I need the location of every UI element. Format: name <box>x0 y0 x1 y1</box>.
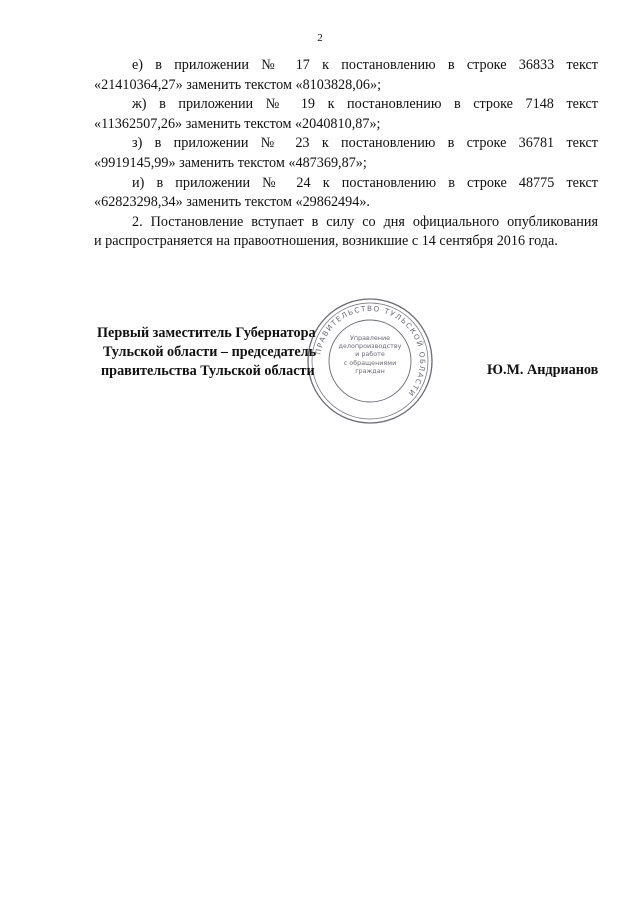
official-stamp <box>305 296 435 426</box>
paragraph-effective-date <box>94 213 598 252</box>
paragraph-line: «9919145,99» заменить текстом «487369,87»; <box>94 154 367 171</box>
signatory-title <box>97 324 316 381</box>
paragraph-line: и распространяется на правоотношения, возникшие с 14 сентября 2016 года. <box>94 233 558 250</box>
paragraph-line: з) в приложении № 23 к постановлению в строке 36781 текст <box>132 135 598 152</box>
stamp-text-line: с обращениями <box>343 358 397 367</box>
paragraph-item-e <box>94 56 598 95</box>
stamp-center-text <box>305 334 435 375</box>
stamp-text-line: граждан <box>355 366 385 375</box>
page-number: 2 <box>317 32 323 44</box>
stamp-text-line: Управление <box>349 334 391 342</box>
paragraph-item-i <box>94 174 598 213</box>
stamp-ring-text: ПРАВИТЕЛЬСТВО ТУЛЬСКОЙ ОБЛАСТИ <box>313 303 428 399</box>
signatory-title-line: правительства Тульской области <box>101 363 315 379</box>
document-body <box>94 56 598 252</box>
signatory-title-line: Тульской области – председатель <box>103 344 317 360</box>
paragraph-item-z <box>94 134 598 173</box>
signatory-name: Ю.М. Андрианов <box>487 362 599 378</box>
signatory-title-line: Первый заместитель Губернатора <box>97 325 316 341</box>
paragraph-item-zh <box>94 95 598 134</box>
paragraph-line: «21410364,27» заменить текстом «8103828,06»; <box>94 76 382 93</box>
stamp-text-line: и работе <box>355 350 385 359</box>
paragraph-line: ж) в приложении № 19 к постановлению в строке 7148 текст <box>132 96 598 113</box>
paragraph-line: «11362507,26» заменить текстом «2040810,87»; <box>94 115 381 132</box>
paragraph-line: «62823298,34» заменить текстом «29862494». <box>94 194 370 211</box>
paragraph-line: е) в приложении № 17 к постановлению в строке 36833 текст <box>132 57 598 73</box>
stamp-text-line: делопроизводству <box>338 342 402 351</box>
paragraph-line: 2. Постановление вступает в силу со дня официального опубликования <box>132 213 598 230</box>
paragraph-line: и) в приложении № 24 к постановлению в строке 48775 текст <box>132 174 598 191</box>
